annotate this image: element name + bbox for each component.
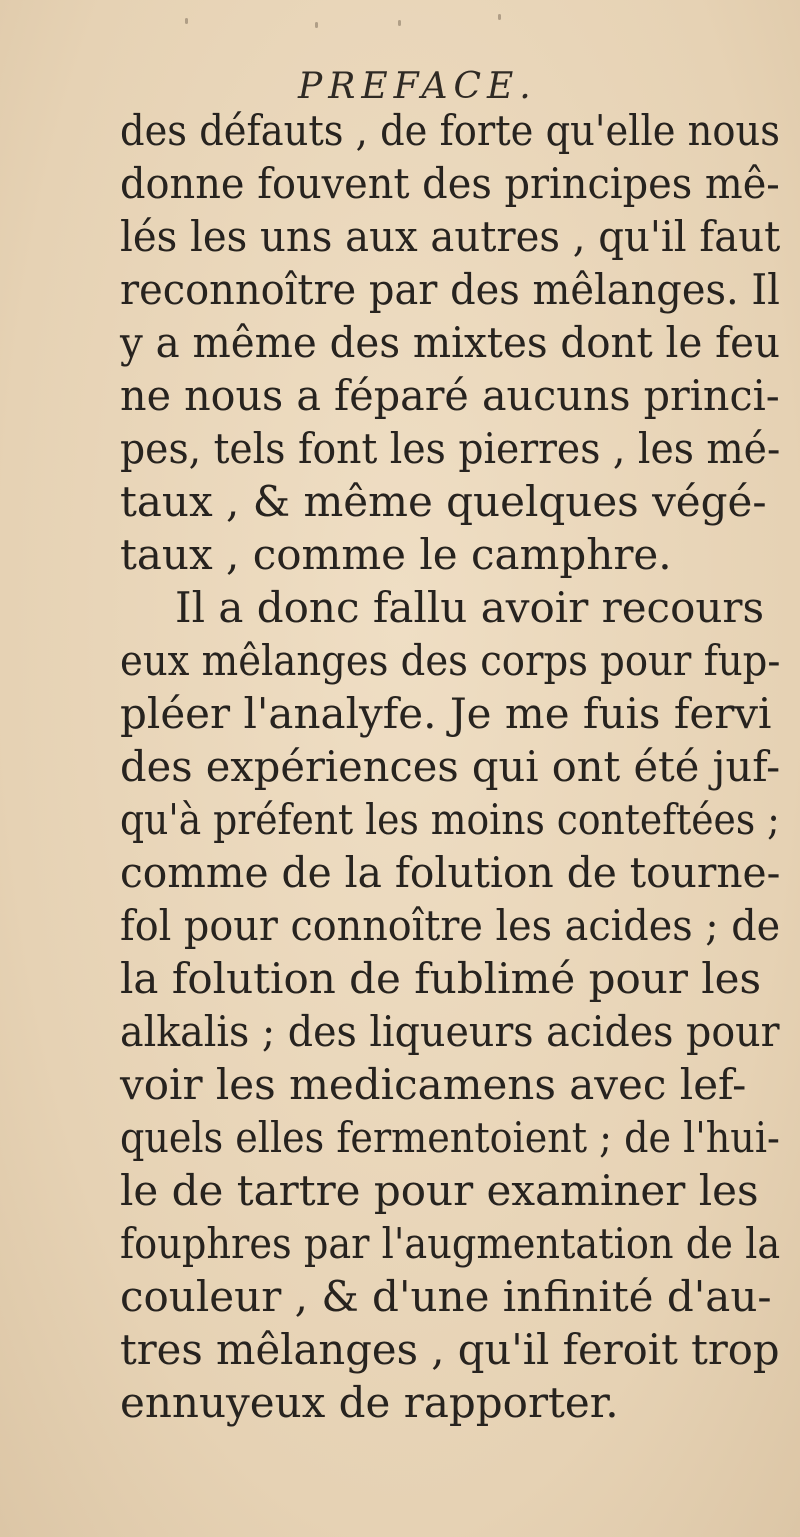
text-line: la folution de fublimé pour les [120, 954, 762, 1003]
text-line: comme de la folution de tourne- [120, 848, 781, 897]
text-line: y a même des mixtes dont le feu [120, 318, 780, 367]
text-line: quels elles fermentoient ; de l'hui- [120, 1113, 780, 1162]
text-line: pes, tels font les pierres , les mé- [120, 424, 781, 473]
paragraph-start-line: Il a donc fallu avoir recours [175, 583, 765, 632]
ink-speck [398, 20, 401, 26]
ink-speck [185, 18, 188, 24]
text-line: tres mêlanges , qu'il feroit trop [120, 1325, 780, 1374]
page-specks [0, 0, 800, 60]
text-line: eux mêlanges des corps pour fup- [120, 636, 781, 685]
text-line: qu'à préfent les moins conteftées ; [120, 795, 780, 844]
text-line: alkalis ; des liqueurs acides pour [120, 1007, 780, 1056]
text-line: ne nous a féparé aucuns princi- [120, 371, 780, 420]
text-line: des défauts , de forte qu'elle nous [120, 106, 780, 155]
text-line: couleur , & d'une infinité d'au- [120, 1272, 772, 1321]
text-line: taux , & même quelques végé- [120, 477, 767, 526]
text-line: ennuyeux de rapporter. [120, 1378, 619, 1427]
text-line: reconnoître par des mêlanges. Il [120, 265, 780, 314]
text-line: voir les medicamens avec lef- [120, 1060, 747, 1109]
text-line: des expériences qui ont été juf- [120, 742, 781, 791]
text-line: fol pour connoître les acides ; de [120, 901, 781, 950]
text-line: lés les uns aux autres , qu'il faut [120, 212, 781, 261]
running-title: PREFACE. [298, 66, 537, 107]
text-line: fouphres par l'augmentation de la [120, 1219, 781, 1268]
text-line: le de tartre pour examiner les [120, 1166, 759, 1215]
text-line: donne fouvent des principes mê- [120, 159, 780, 208]
text-line: pléer l'analyfe. Je me fuis fervi [120, 689, 772, 738]
ink-speck [498, 14, 501, 20]
ink-speck [315, 22, 318, 28]
text-line: taux , comme le camphre. [120, 530, 672, 579]
